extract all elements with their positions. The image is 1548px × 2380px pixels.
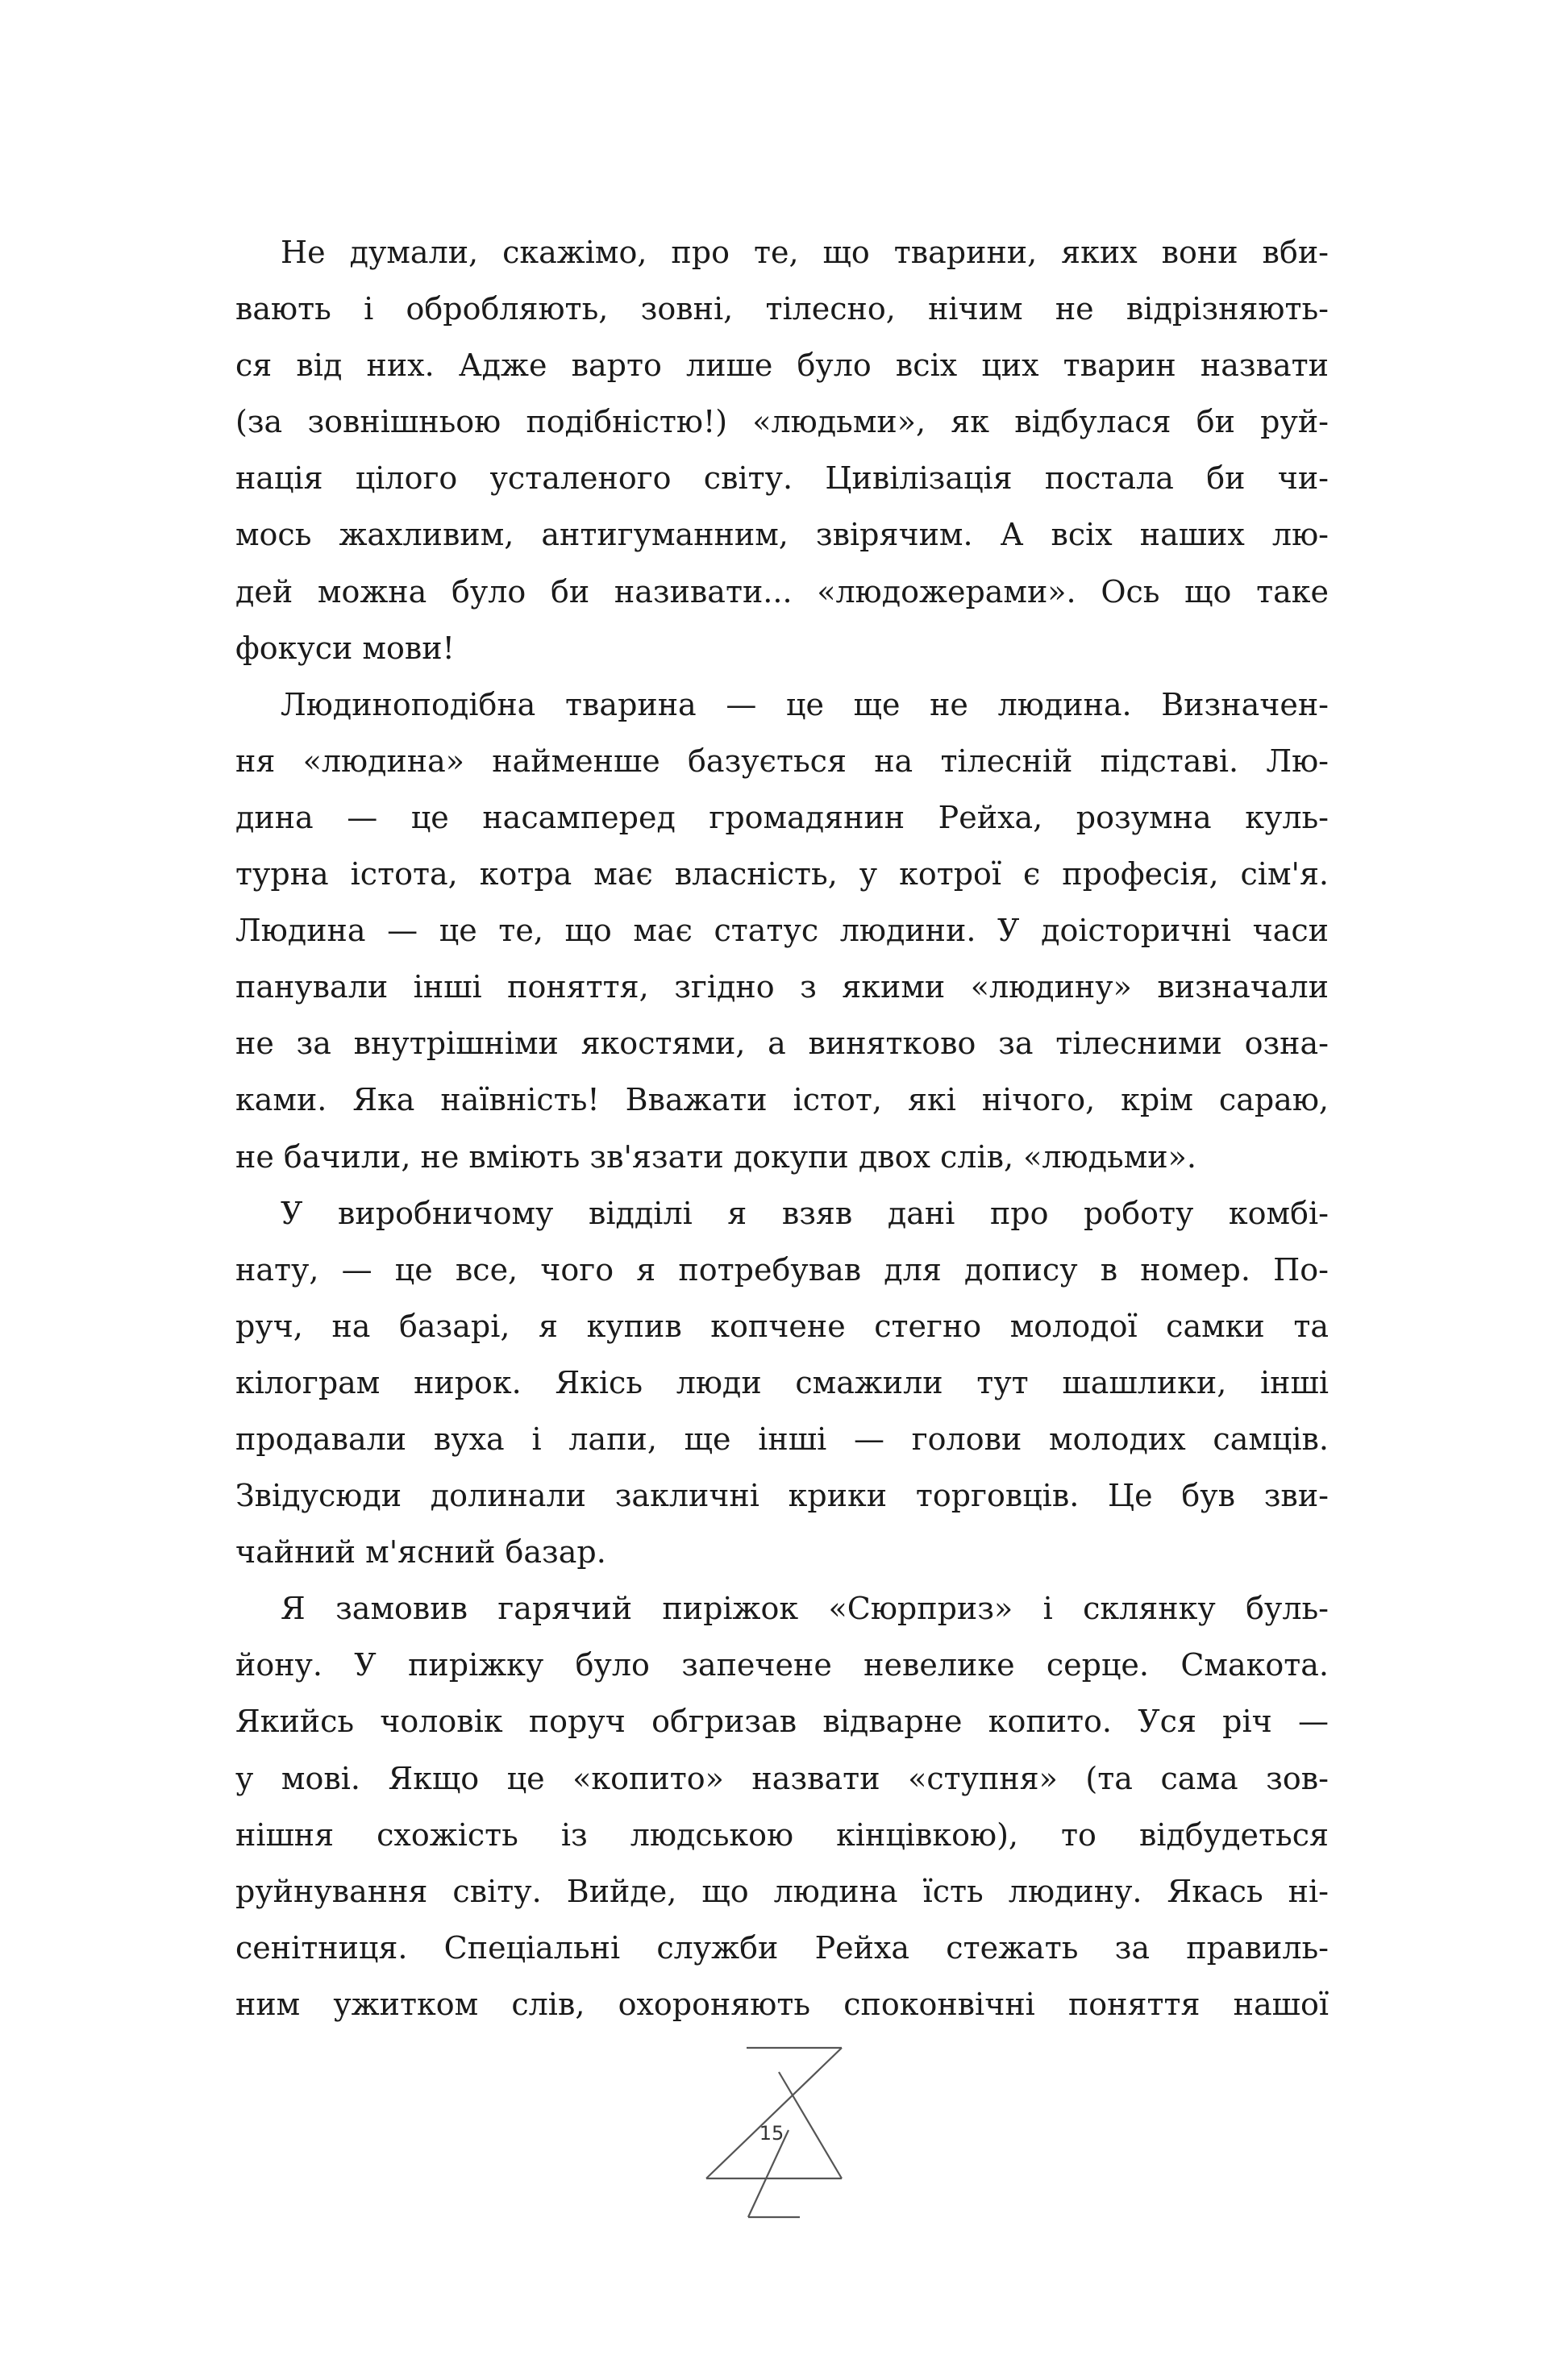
- text-line: нішня схожість із людською кінцівкою), то відбудеться: [235, 1816, 1329, 1853]
- text-line: Не думали, скажімо, про те, що тварини, яких вони вби-: [281, 235, 1329, 270]
- text-line: руйнування світу. Вийде, що людина їсть людину. Якась ні-: [235, 1873, 1329, 1909]
- text-line: фокуси мови!: [235, 630, 455, 666]
- text-line: руч, на базарі, я купив копчене стегно молодої самки та: [235, 1308, 1329, 1344]
- text-line: ня «людина» найменше базується на тілесній підставі. Лю-: [235, 743, 1329, 779]
- text-line: дина — це насамперед громадянин Рейха, розумна куль-: [235, 799, 1329, 835]
- text-line: турна істота, котра має власність, у котрої є професія, сім'я.: [235, 856, 1329, 892]
- text-line: сенітниця. Спеціальні служби Рейха стежать за правиль-: [235, 1929, 1329, 1966]
- text-line: панували інші поняття, згідно з якими «людину» визначали: [235, 969, 1329, 1005]
- text-line: вають і обробляють, зовні, тілесно, нічим не відрізняють-: [235, 291, 1329, 327]
- text-line: Людина — це те, що має статус людини. У доісторичні часи: [235, 913, 1329, 949]
- text-line: ся від них. Адже варто лише було всіх цих тварин назвати: [235, 347, 1329, 384]
- text-line: у мові. Якщо це «копито» назвати «ступня» (та сама зов-: [235, 1760, 1329, 1796]
- text-line: чайний м'ясний базар.: [235, 1534, 606, 1571]
- body-text: [235, 224, 1329, 2033]
- text-line: У виробничому відділі я взяв дані про роботу комбі-: [281, 1195, 1329, 1231]
- text-line: продавали вуха і лапи, ще інші — голови молодих самців.: [235, 1421, 1329, 1457]
- text-line: Якийсь чоловік поруч обгризав відварне копито. Уся річ —: [235, 1704, 1329, 1740]
- text-line: ним ужитком слів, охороняють споконвічні поняття нашої: [235, 1986, 1329, 2022]
- page-number: 15: [759, 2122, 784, 2145]
- text-line: не за внутрішніми якостями, а винятково за тілесними озна-: [235, 1026, 1329, 1062]
- text-line: мось жахливим, антигуманним, звірячим. А всіх наших лю-: [235, 517, 1329, 553]
- text-line: (за зовнішньою подібністю!) «людьми», як відбулася би руй-: [235, 404, 1329, 440]
- text-line: кілограм нирок. Якісь люди смажили тут шашлики, інші: [235, 1364, 1329, 1400]
- text-line: дей можна було би називати... «людожерами». Ось що таке: [235, 573, 1329, 610]
- text-line: не бачили, не вміють зв'язати докупи двох слів, «людьми».: [235, 1138, 1196, 1175]
- text-line: нату, — це все, чого я потребував для допису в номер. По-: [235, 1251, 1329, 1288]
- text-line: Я замовив гарячий пиріжок «Сюрприз» і склянку буль-: [281, 1591, 1329, 1627]
- text-line: ками. Яка наївність! Вважати істот, які нічого, крім сараю,: [235, 1082, 1329, 1118]
- text-line: нація цілого усталеного світу. Цивілізація постала би чи-: [235, 460, 1329, 497]
- text-line: йону. У пиріжку було запечене невелике серце. Смакота.: [235, 1647, 1329, 1683]
- text-line: Звідусюди долинали закличні крики торговців. Це був зви-: [235, 1478, 1329, 1514]
- text-line: Людиноподібна тварина — це ще не людина. Визначен-: [281, 686, 1329, 722]
